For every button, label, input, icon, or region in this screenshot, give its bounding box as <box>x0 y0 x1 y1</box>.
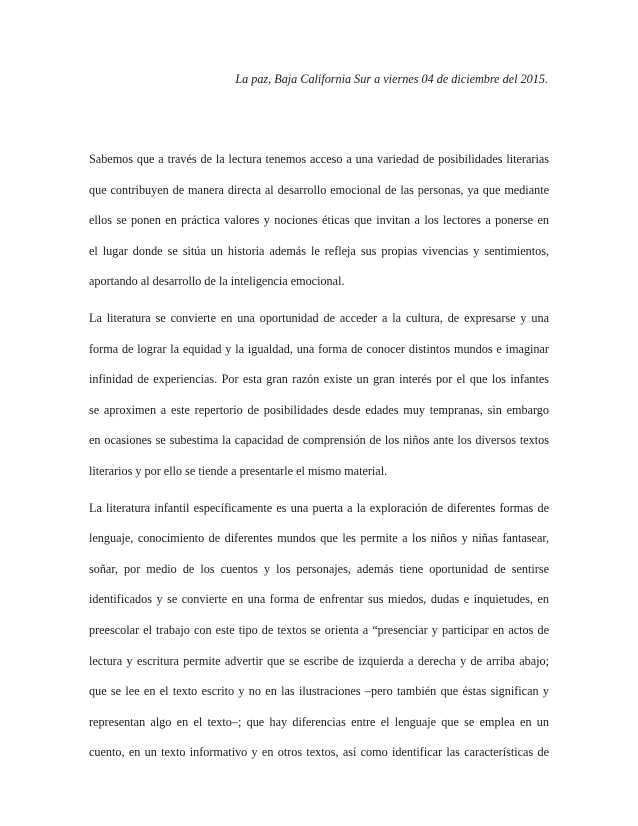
paragraph-2 <box>89 309 549 493</box>
text-line: que se lee en el texto escrito y no en las ilustraciones –pero también que éstas significan y <box>89 684 549 699</box>
text-line: La literatura infantil específicamente es una puerta a la exploración de diferentes formas de <box>89 500 549 515</box>
text-line: el lugar donde se sitúa un historia además le refleja sus propias vivencias y sentimientos, <box>89 243 549 258</box>
text-line: forma de lograr la equidad y la igualdad, una forma de conocer distintos mundos e imaginar <box>89 341 549 356</box>
text-line: lectura y escritura permite advertir que se escribe de izquierda a derecha y de arriba abajo; <box>89 653 549 668</box>
text-line: lenguaje, conocimiento de diferentes mundos que les permite a los niños y niñas fantasear, <box>89 531 549 546</box>
paragraph-1 <box>89 150 549 303</box>
text-line: aportando al desarrollo de la inteligencia emocional. <box>89 274 345 289</box>
text-line: que contribuyen de manera directa al desarrollo emocional de las personas, ya que mediante <box>89 182 549 197</box>
body-text <box>89 150 549 774</box>
text-line: ellos se ponen en práctica valores y nociones éticas que invitan a los lectores a ponerse en <box>89 213 549 228</box>
text-line: se aproximen a este repertorio de posibilidades desde edades muy tempranas, sin embargo <box>89 402 549 417</box>
dateline: La paz, Baja California Sur a viernes 04 de diciembre del 2015. <box>235 72 548 86</box>
paragraph-3 <box>89 499 549 774</box>
text-line: La literatura se convierte en una oportunidad de acceder a la cultura, de expresarse y una <box>89 310 549 325</box>
text-line: preescolar el trabajo con este tipo de textos se orienta a “presenciar y participar en actos de <box>89 622 549 637</box>
text-line: representan algo en el texto–; que hay diferencias entre el lenguaje que se emplea en un <box>89 714 549 729</box>
text-line: identificados y se convierte en una forma de enfrentar sus miedos, dudas e inquietudes, en <box>89 592 549 607</box>
text-line: literarios y por ello se tiende a presentarle el mismo material. <box>89 463 388 478</box>
text-line: Sabemos que a través de la lectura tenemos acceso a una variedad de posibilidades literarias <box>89 152 549 166</box>
text-line: en ocasiones se subestima la capacidad de comprensión de los niños ante los diversos textos <box>89 433 549 448</box>
text-line: cuento, en un texto informativo y en otros textos, así como identificar las características de <box>89 745 549 760</box>
text-line: soñar, por medio de los cuentos y los personajes, además tiene oportunidad de sentirse <box>89 561 549 576</box>
text-line: infinidad de experiencias. Por esta gran razón existe un gran interés por el que los infantes <box>89 372 549 387</box>
